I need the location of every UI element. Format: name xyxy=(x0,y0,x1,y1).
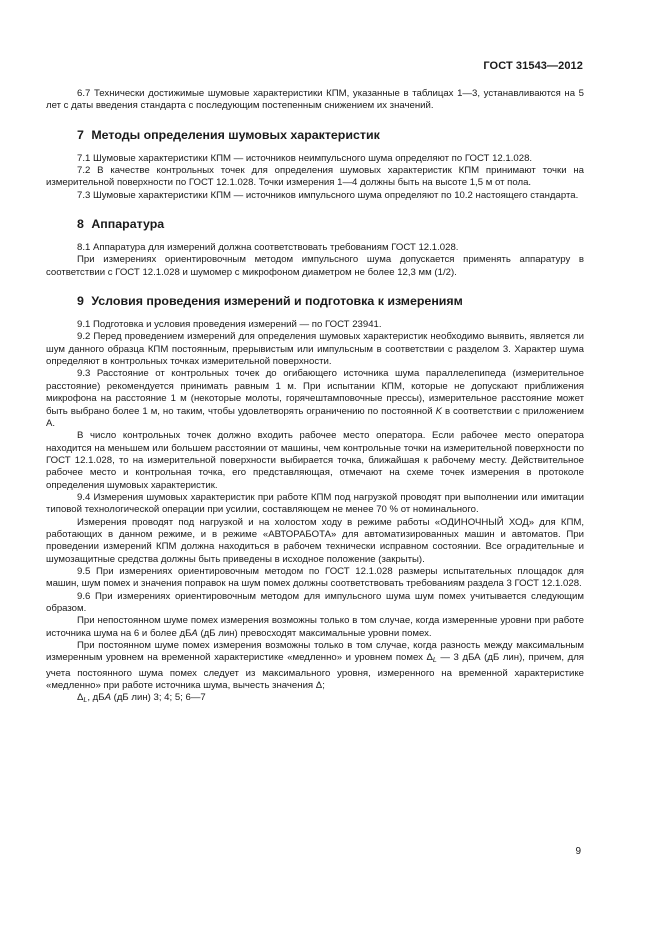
paragraph-9-3: 9.3 Расстояние от контрольных точек до огибающего источника шума параллелепипеда (измерительное расстояние) рекомендуется принимать равным 1 м. При испытании КПМ, которые не допускают приближения микрофона на расстояние 1 м (некоторые молоты, горячештамповочные прессы), измерительное расстояние может быть выбрано более 1 м, но таким, чтобы удовлетворять ограничению по постоянной K в соответствии с приложением А. xyxy=(46,368,584,429)
section-9-title: Условия проведения измерений и подготовка к измерениям xyxy=(91,294,463,309)
paragraph-9-2: 9.2 Перед проведением измерений для определения шумовых характеристик необходимо выявить, является ли шум данного образца КПМ постоянным, прерывистым или импульсным в соответствии с разделом 3. Характер шума определяют в контрольных точках измерительной поверхности. xyxy=(46,331,584,368)
paragraph-8-1: 8.1 Аппаратура для измерений должна соответствовать требованиям ГОСТ 12.1.028. xyxy=(77,242,459,254)
section-8-number: 8 xyxy=(77,217,84,232)
paragraph-9-6: 9.6 При измерениях ориентировочным методом для импульсного шума шум помех учитывается следующим образом. xyxy=(46,590,584,614)
section-7-heading xyxy=(46,127,584,143)
paragraph-9-6-values: $\Delta_L$, дБА (дБ лин) 3; 4; 5; 6—7 xyxy=(77,692,206,705)
paragraph-9-5: 9.5 При измерениях ориентировочным методом по ГОСТ 12.1.028 размеры испытательных площадок для машин, шум помех и значения поправок на шум помех должны соответствовать требованиям раздела 3 ГОСТ 12.1.028. xyxy=(46,565,584,590)
paragraph-6-7: 6.7 Технически достижимые шумовые характеристики КПМ, указанные в таблицах 1—3, устанавливаются на 5 лет с даты введения стандарта с последующим постепенным снижением их значений. xyxy=(46,88,584,112)
paragraph-7-1: 7.1 Шумовые характеристики КПМ — источников неимпульсного шума определяют по ГОСТ 12.1.028. xyxy=(77,152,533,164)
paragraph-9-1: 9.1 Подготовка и условия проведения измерений — по ГОСТ 23941. xyxy=(77,319,382,331)
paragraph-7-3: 7.3 Шумовые характеристики КПМ — источников импульсного шума определяют по 10.2 настоящего стандарта. xyxy=(77,189,579,201)
paragraph-9-6-constant: При постоянном шуме помех измерения возможны только в том случае, когда разность между максимальным измеренным уровнем на временной характеристике «медленно» и уровнем помех $\Delta_L$ — 3 дБА (дБ лин), причем, для учета постоянного шума помех следует из максимального уровня, измеренного на временной характеристике «медленно» при работе источника шума, вычесть значения Δ; xyxy=(46,640,584,692)
document-header: ГОСТ 31543—2012 xyxy=(483,60,583,72)
section-9-heading xyxy=(46,293,584,309)
paragraph-9-4: 9.4 Измерения шумовых характеристик при работе КПМ под нагрузкой проводят при выполнении или имитации типовой технологической операции при усилии, составляющем не менее 70 % от номинального. xyxy=(46,491,584,516)
section-9-number: 9 xyxy=(77,294,84,309)
paragraph-9-3-control-points: В число контрольных точек должно входить рабочее место оператора. Если рабочее место оператора находится на меньшем или большем расстоянии от машины, чем контрольные точки на измерительной поверхности по ГОСТ 12.1.028, то на измерительной поверхности выбирается точка, ближайшая к рабочему месту. Действительное рабочее место и контрольная точка, его представляющая, отмечают на схеме точек измерения в протоколе определения шумовых характеристик. xyxy=(46,430,584,491)
paragraph-9-6-nonconstant: При непостоянном шуме помех измерения возможны только в том случае, когда измеренные уровни при работе источника шума на 6 и более дБА (дБ лин) превосходят максимальные уровни помех. xyxy=(46,615,584,639)
page-number: 9 xyxy=(575,846,581,857)
paragraph-8-1-note: При измерениях ориентировочным методом импульсного шума допускается применять аппаратуру в соответствии с ГОСТ 12.1.028 и шумомер с микрофоном диаметром не более 12,3 мм (1/2). xyxy=(46,254,584,278)
paragraph-7-2: 7.2 В качестве контрольных точек для определения шумовых характеристик КПМ принимают точки на измерительной поверхности по ГОСТ 12.1.028. Точки измерения 1—4 должны быть на высоте 1,5 м от пола. xyxy=(46,165,584,189)
section-8-heading xyxy=(46,216,584,232)
paragraph-9-4-modes: Измерения проводят под нагрузкой и на холостом ходу в режиме работы «ОДИНОЧНЫЙ ХОД» для КПМ, работающих в данном режиме, и в режиме «АВТОРАБОТА» для автоматизированных машин и автоматов. При проведении измерений КПМ должна находиться в рабочем технически исправном состоянии. Все оградительные и шумозащитные средства должны быть приведены в исходное положение (закрыты). xyxy=(46,516,584,565)
section-8-title: Аппаратура xyxy=(91,217,165,232)
section-7-title: Методы определения шумовых характеристик xyxy=(91,127,380,142)
section-7-number: 7 xyxy=(77,127,84,142)
page-body xyxy=(46,88,584,708)
